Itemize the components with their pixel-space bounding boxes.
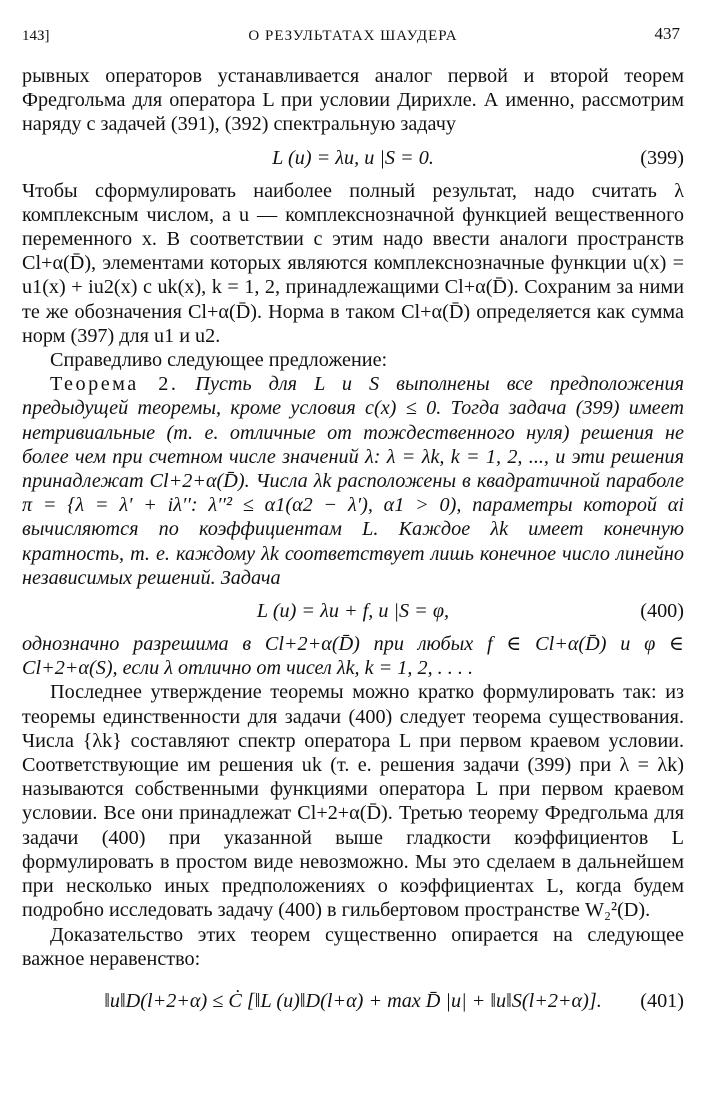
equation-400-formula: L (u) = λu + f, u |S = φ,: [256, 600, 450, 623]
theorem-2: [22, 372, 684, 590]
equation-401: [22, 975, 684, 1033]
running-title: О РЕЗУЛЬТАТАХ ШАУДЕРА: [248, 28, 458, 44]
equation-399-number: (399): [640, 146, 684, 169]
paragraph-4: Последнее утверждение теоремы можно кратко формулировать так: из теоремы единственности для задачи (400) следует теорема существования. Числа {λk} составляют спектр оператора L при первом краевом условии. Соответствующие им решения uk (т. е. решения задачи (399) при λ = λk) называются собственными функциями оператора L при первом краевом условии. Все они принадлежат Cl+2+α(D̄). Третью теорему Фредгольма для задачи (400) при указанной выше гладкости коэффициентов L формулировать в простом виде невозможно. Мы это сделаем в дальнейшем при несколько иных предположениях о коэффициентах L, когда будем подробно исследовать задачу (400) в гильбертовом пространстве W₂²(D).: [22, 681, 684, 922]
equation-400-number: (400): [640, 600, 684, 623]
equation-399: [22, 141, 684, 175]
paragraph-2: Чтобы сформулировать наиболее полный результат, надо считать λ комплексным числом, а u — комплекснозначной функцией вещественного переменного x. В соответствии с этим надо ввести аналоги пространств Cl+α(D̄), элементами которых являются комплекснозначные функции u(x) = u1(x) + iu2(x) с uk(x), k = 1, 2, принадлежащими Cl+α(D̄). Сохраним за ними те же обозначения Cl+α(D̄). Норма в таком Cl+α(D̄) определяется как сумма норм (397) для u1 и u2.: [22, 179, 684, 347]
section-number: 14З]: [22, 28, 50, 44]
theorem-text: Пусть для L и S выполнены все предположения предыдущей теоремы, кроме условия c(x) ≤ 0. Тогда задача (399) имеет нетривиальные (т. е. отличные от тождественного нуля) решения не более чем при счетном числе значений λ: λ = λk, k = 1, 2, ..., и эти решения принадлежат Cl+2+α(D̄). Числа λk расположены в квадратичной параболе π = {λ = λ′ + iλ′′: λ′′² ≤ α1(α2 − λ′), α1 > 0), параметры которой αi вычисляются по коэффициентам L. Каждое λk имеет конечную кратность, т. е. каждому λk соответствует лишь конечное число линейно независимых решений. Задача: [22, 373, 684, 589]
paragraph-1: рывных операторов устанавливается аналог первой и второй теорем Фредгольма для оператора L при условии Дирихле. А именно, рассмотрим наряду с задачей (391), (392) спектральную задачу: [22, 65, 684, 136]
paragraph-5: Доказательство этих теорем существенно опирается на следующее важное неравенство:: [22, 923, 684, 970]
page-number: 437: [654, 24, 680, 43]
equation-401-formula: ‖u‖D(l+2+α) ≤ Ċ [‖L (u)‖D(l+α) + max D̄ |u| + ‖u‖S(l+2+α)].: [104, 989, 602, 1012]
theorem-conclusion: однозначно разрешима в Cl+2+α(D̄) при любых f ∈ Cl+α(D̄) и φ ∈ Cl+2+α(S), если λ отлично от чисел λk, k = 1, 2, . . . .: [22, 633, 684, 680]
equation-399-formula: L (u) = λu, u |S = 0.: [272, 146, 434, 169]
running-header: [22, 18, 684, 46]
book-page: [22, 18, 684, 1088]
equation-401-number: (401): [640, 989, 684, 1012]
equation-400: [22, 594, 684, 628]
theorem-label: Теорема 2.: [50, 373, 179, 396]
paragraph-3: Справедливо следующее предложение:: [50, 349, 388, 372]
